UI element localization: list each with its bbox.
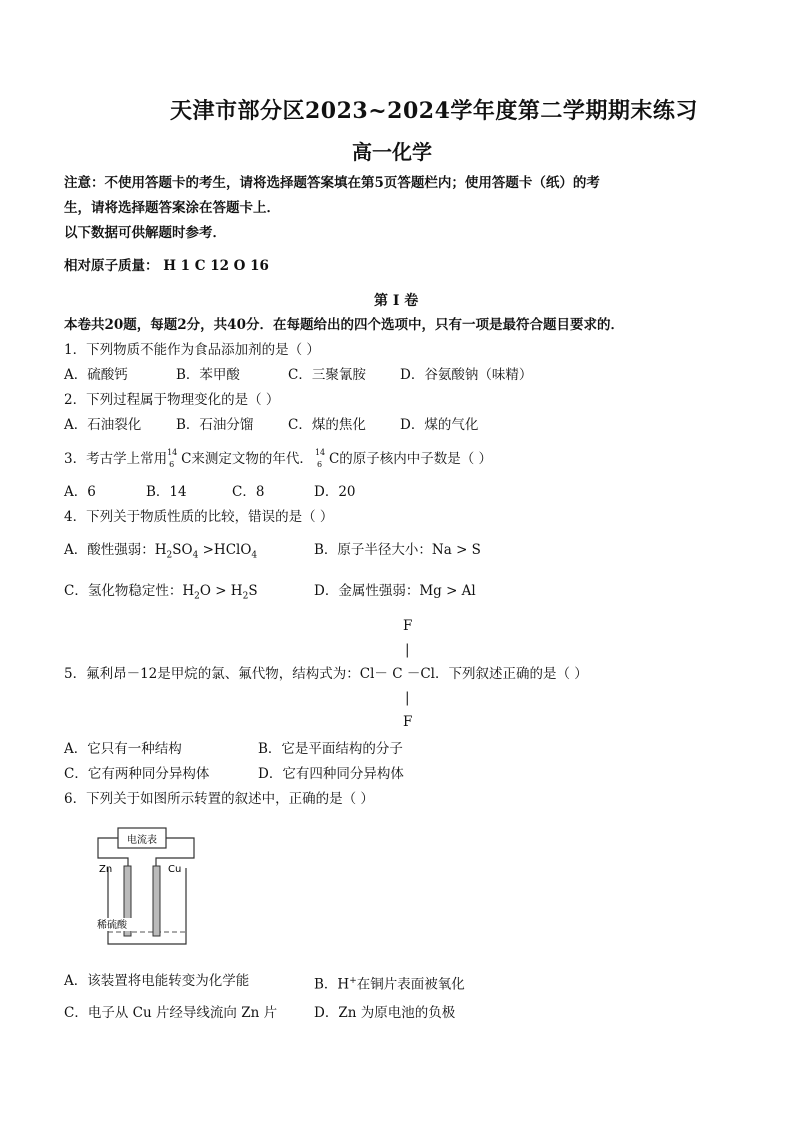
q6-stem: 6．下列关于如图所示转置的叙述中，正确的是（ ） [64,791,374,807]
solution-label: 稀硫酸 [97,920,127,931]
q5-top-fluorine: F [403,618,413,634]
notice-line-2: 生，请将选择题答案涂在答题卡上． [64,200,280,216]
q4-option-d: D．金属性强弱：Mg > Al [314,583,476,599]
section-intro: 本卷共20题，每题2分，共40分．在每题给出的四个选项中，只有一项是最符合题目要求的． [64,317,624,333]
copper-electrode [153,866,160,936]
q6-option-b-sup: + [349,976,357,986]
page-title: 天津市部分区2023~2024学年度第二学期期末练习 [170,98,698,124]
q6-option-a: A．该装置将电能转变为化学能 [64,973,250,989]
beaker [108,868,186,944]
cu-label: Cu [168,864,182,875]
q2-option-b: B．石油分馏 [176,417,254,433]
left-wire [98,838,128,866]
q4-option-c: C．氢化物稳定性：$H_2O > H_2S$ [64,583,258,602]
page-subtitle: 高一化学 [352,140,432,164]
carbon-14-isotope-2 [314,448,329,469]
galvanic-cell-diagram [96,822,198,948]
q5-stem: 5．氟利昂－12是甲烷的氯、氟代物，结构式为：Cl－ C －Cl．下列叙述正确的是（ ） [64,666,588,682]
q6-option-c: C．电子从 Cu 片经导线流向 Zn 片 [64,1005,278,1021]
isotope-atomic-number: 6 [169,460,175,469]
galvanic-cell-figure [96,822,198,948]
q3-stem [64,450,492,468]
q4-option-c-text: C．氢化物稳定性：H [64,583,195,599]
q5-top-bond: | [405,642,410,658]
section-title: 第 I 卷 [374,293,419,309]
q6-option-d: D．Zn 为原电池的负极 [314,1005,456,1021]
q3-option-c: C．8 [232,484,265,500]
notice-line-3: 以下数据可供解题时参考． [64,225,226,241]
carbon-14-isotope [167,448,181,469]
q1-stem: 1．下列物质不能作为食品添加剂的是（ ） [64,342,320,358]
right-wire [156,838,194,866]
q2-stem: 2．下列过程属于物理变化的是（ ） [64,392,280,408]
q2-option-c: C．煤的焦化 [288,417,366,433]
q1-option-d: D．谷氨酸钠（味精） [400,367,533,383]
atomic-mass-line: 相对原子质量： H 1 C 12 O 16 [64,258,269,274]
q3-option-d: D．20 [314,484,356,500]
q5-option-c: C．它有两种同分异构体 [64,766,210,782]
q4-option-a: A．酸性强弱：$H_2SO_4$ >HClO$_4$ [64,542,258,561]
q5-bottom-fluorine: F [403,714,413,730]
q4-option-b: B．原子半径大小：Na > S [314,542,481,558]
q1-option-b: B．苯甲酸 [176,367,240,383]
q3-stem-part1: 3．考古学上常用 [64,451,168,467]
isotope-mass-number-2: 14 [314,448,326,457]
q6-option-b-suffix: 在铜片表面被氧化 [356,976,465,993]
q3-option-a: A．6 [64,484,96,500]
q4-stem: 4．下列关于物质性质的比较，错误的是（ ） [64,509,334,525]
isotope-mass-number: 14 [167,448,178,457]
q2-option-d: D．煤的气化 [400,417,479,433]
q5-option-b: B．它是平面结构的分子 [258,741,403,757]
q3-stem-part3: C的原子核内中子数是（ ） [328,451,493,467]
q3-stem-part2: C来测定文物的年代． [181,451,313,467]
q5-option-a: A．它只有一种结构 [64,741,182,757]
zn-label: Zn [99,864,113,875]
q5-option-d: D．它有四种同分异构体 [258,766,404,782]
notice-line-1: 注意：不使用答题卡的考生，请将选择题答案填在第5页答题栏内；使用答题卡（纸）的考 [64,175,600,191]
q6-option-b-prefix: B．H [314,976,350,993]
q4-option-a-text: A．酸性强弱：H [64,542,167,558]
q2-option-a: A．石油裂化 [64,417,142,433]
q3-option-b: B．14 [146,484,187,500]
q1-option-c: C．三聚氰胺 [288,367,366,383]
q1-option-a: A．硫酸钙 [64,367,128,383]
q5-bottom-bond: | [405,690,410,706]
q6-option-b [314,972,465,994]
ammeter-label: 电流表 [127,835,157,846]
isotope-atomic-number-2: 6 [316,460,323,469]
